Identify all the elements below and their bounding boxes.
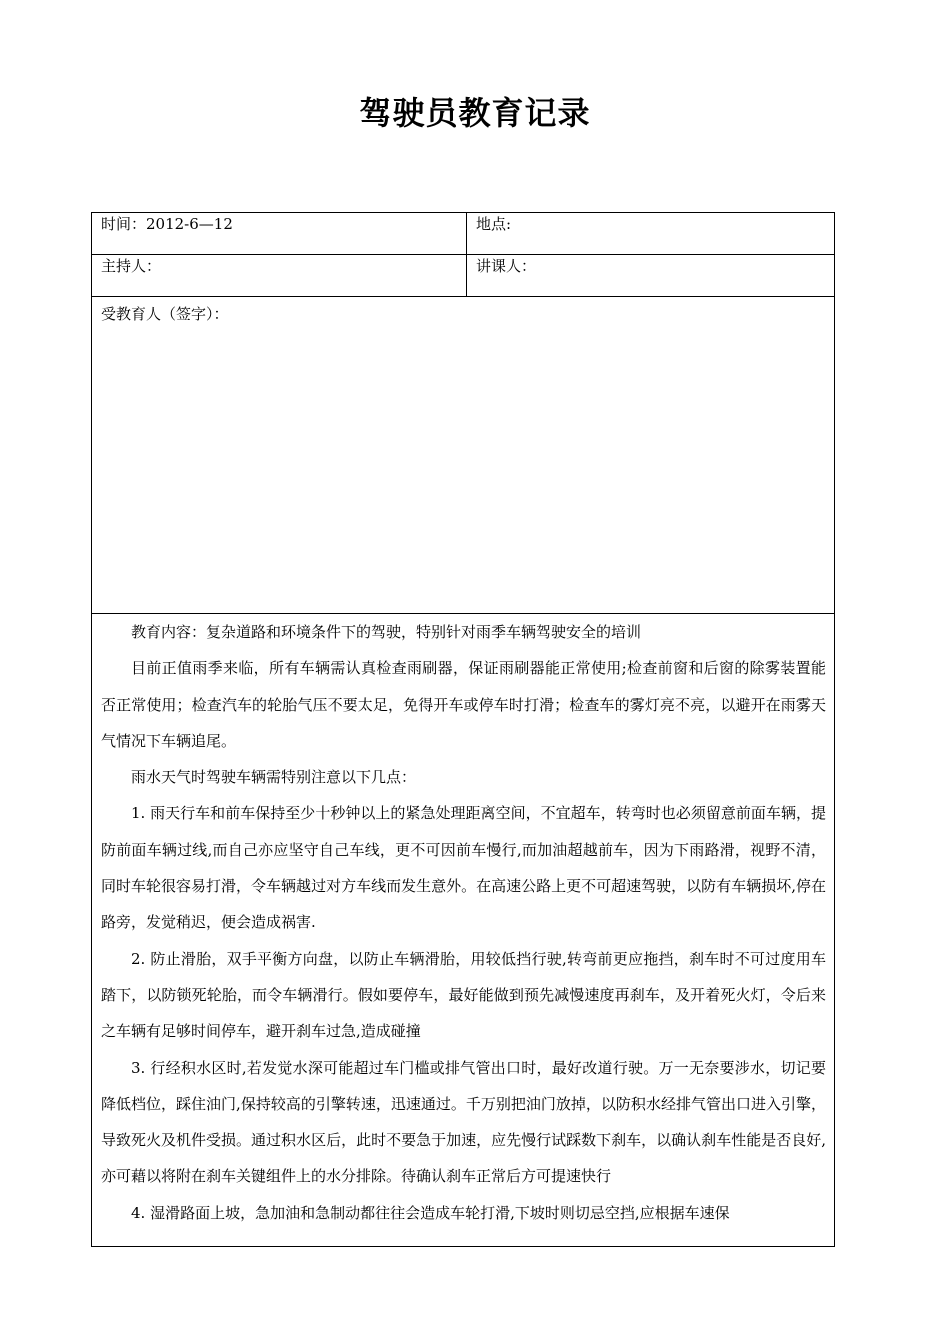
content-lead: 雨水天气时驾驶车辆需特别注意以下几点：: [131, 768, 417, 787]
content-point: 3. 行经积水区时,若发觉水深可能超过车门槛或排气管出口时，最好改道行驶。万一无奈要涉水，切记要降低档位，踩住油门,保持较高的引擎转速，迅速通过。千万别把油门放掉，以防积水经排气管出口进入引擎，导致死火及机件受损。通过积水区后，此时不要急于加速，应先慢行试踩数下刹车，以确认刹车性能是否良好,亦可藉以将附在刹车关键组件上的水分排除。待确认刹车正常后方可提速快行: [101, 1058, 826, 1186]
education-record-table: [91, 212, 835, 1247]
content-point: 2. 防止滑胎，双手平衡方向盘，以防止车辆滑胎，用较低挡行驶,转弯前更应拖挡，刹车时不可过度用车踏下，以防锁死轮胎，而令车辆滑行。假如要停车，最好能做到预先减慢速度再刹车，及开着死火灯，令后来之车辆有足够时间停车，避开刹车过急,造成碰撞: [101, 949, 826, 1041]
content-point: 1. 雨天行车和前车保持至少十秒钟以上的紧急处理距离空间，不宜超车，转弯时也必须留意前面车辆，提防前面车辆过线,而自己亦应坚守自己车线，更不可因前车慢行,而加油超越前车，因为下雨路滑，视野不清，同时车轮很容易打滑，令车辆越过对方车线而发生意外。在高速公路上更不可超速驾驶，以防有车辆损坏,停在路旁，发觉稍迟，便会造成祸害.: [101, 804, 826, 932]
row-host-lecturer: [92, 255, 835, 297]
content-point: 4. 湿滑路面上坡，急加油和急制动都往往会造成车轮打滑,下坡时则切忌空挡,应根据车速保: [131, 1203, 730, 1222]
host-field: 主持人：: [92, 255, 467, 297]
content-intro: 目前正值雨季来临，所有车辆需认真检查雨刷器，保证雨刷器能正常使用;检查前窗和后窗的除雾装置能否正常使用；检查汽车的轮胎气压不要太足，免得开车或停车时打滑；检查车的雾灯亮不亮，以避开在雨雾天气情况下车辆追尾。: [101, 659, 826, 750]
location-field: 地点:: [467, 213, 835, 255]
lecturer-field: 讲课人：: [467, 255, 835, 297]
row-trainees: [92, 297, 835, 614]
education-content: [92, 614, 835, 1247]
row-content: [92, 614, 835, 1247]
content-topic: 教育内容：复杂道路和环境条件下的驾驶，特别针对雨季车辆驾驶安全的培训: [131, 623, 642, 641]
document-title: 驾驶员教育记录: [359, 94, 591, 132]
row-time-location: [92, 213, 835, 255]
trainees-signature-field: 受教育人（签字）：: [92, 297, 835, 614]
time-field: 时间：2012-6—12: [92, 213, 467, 255]
